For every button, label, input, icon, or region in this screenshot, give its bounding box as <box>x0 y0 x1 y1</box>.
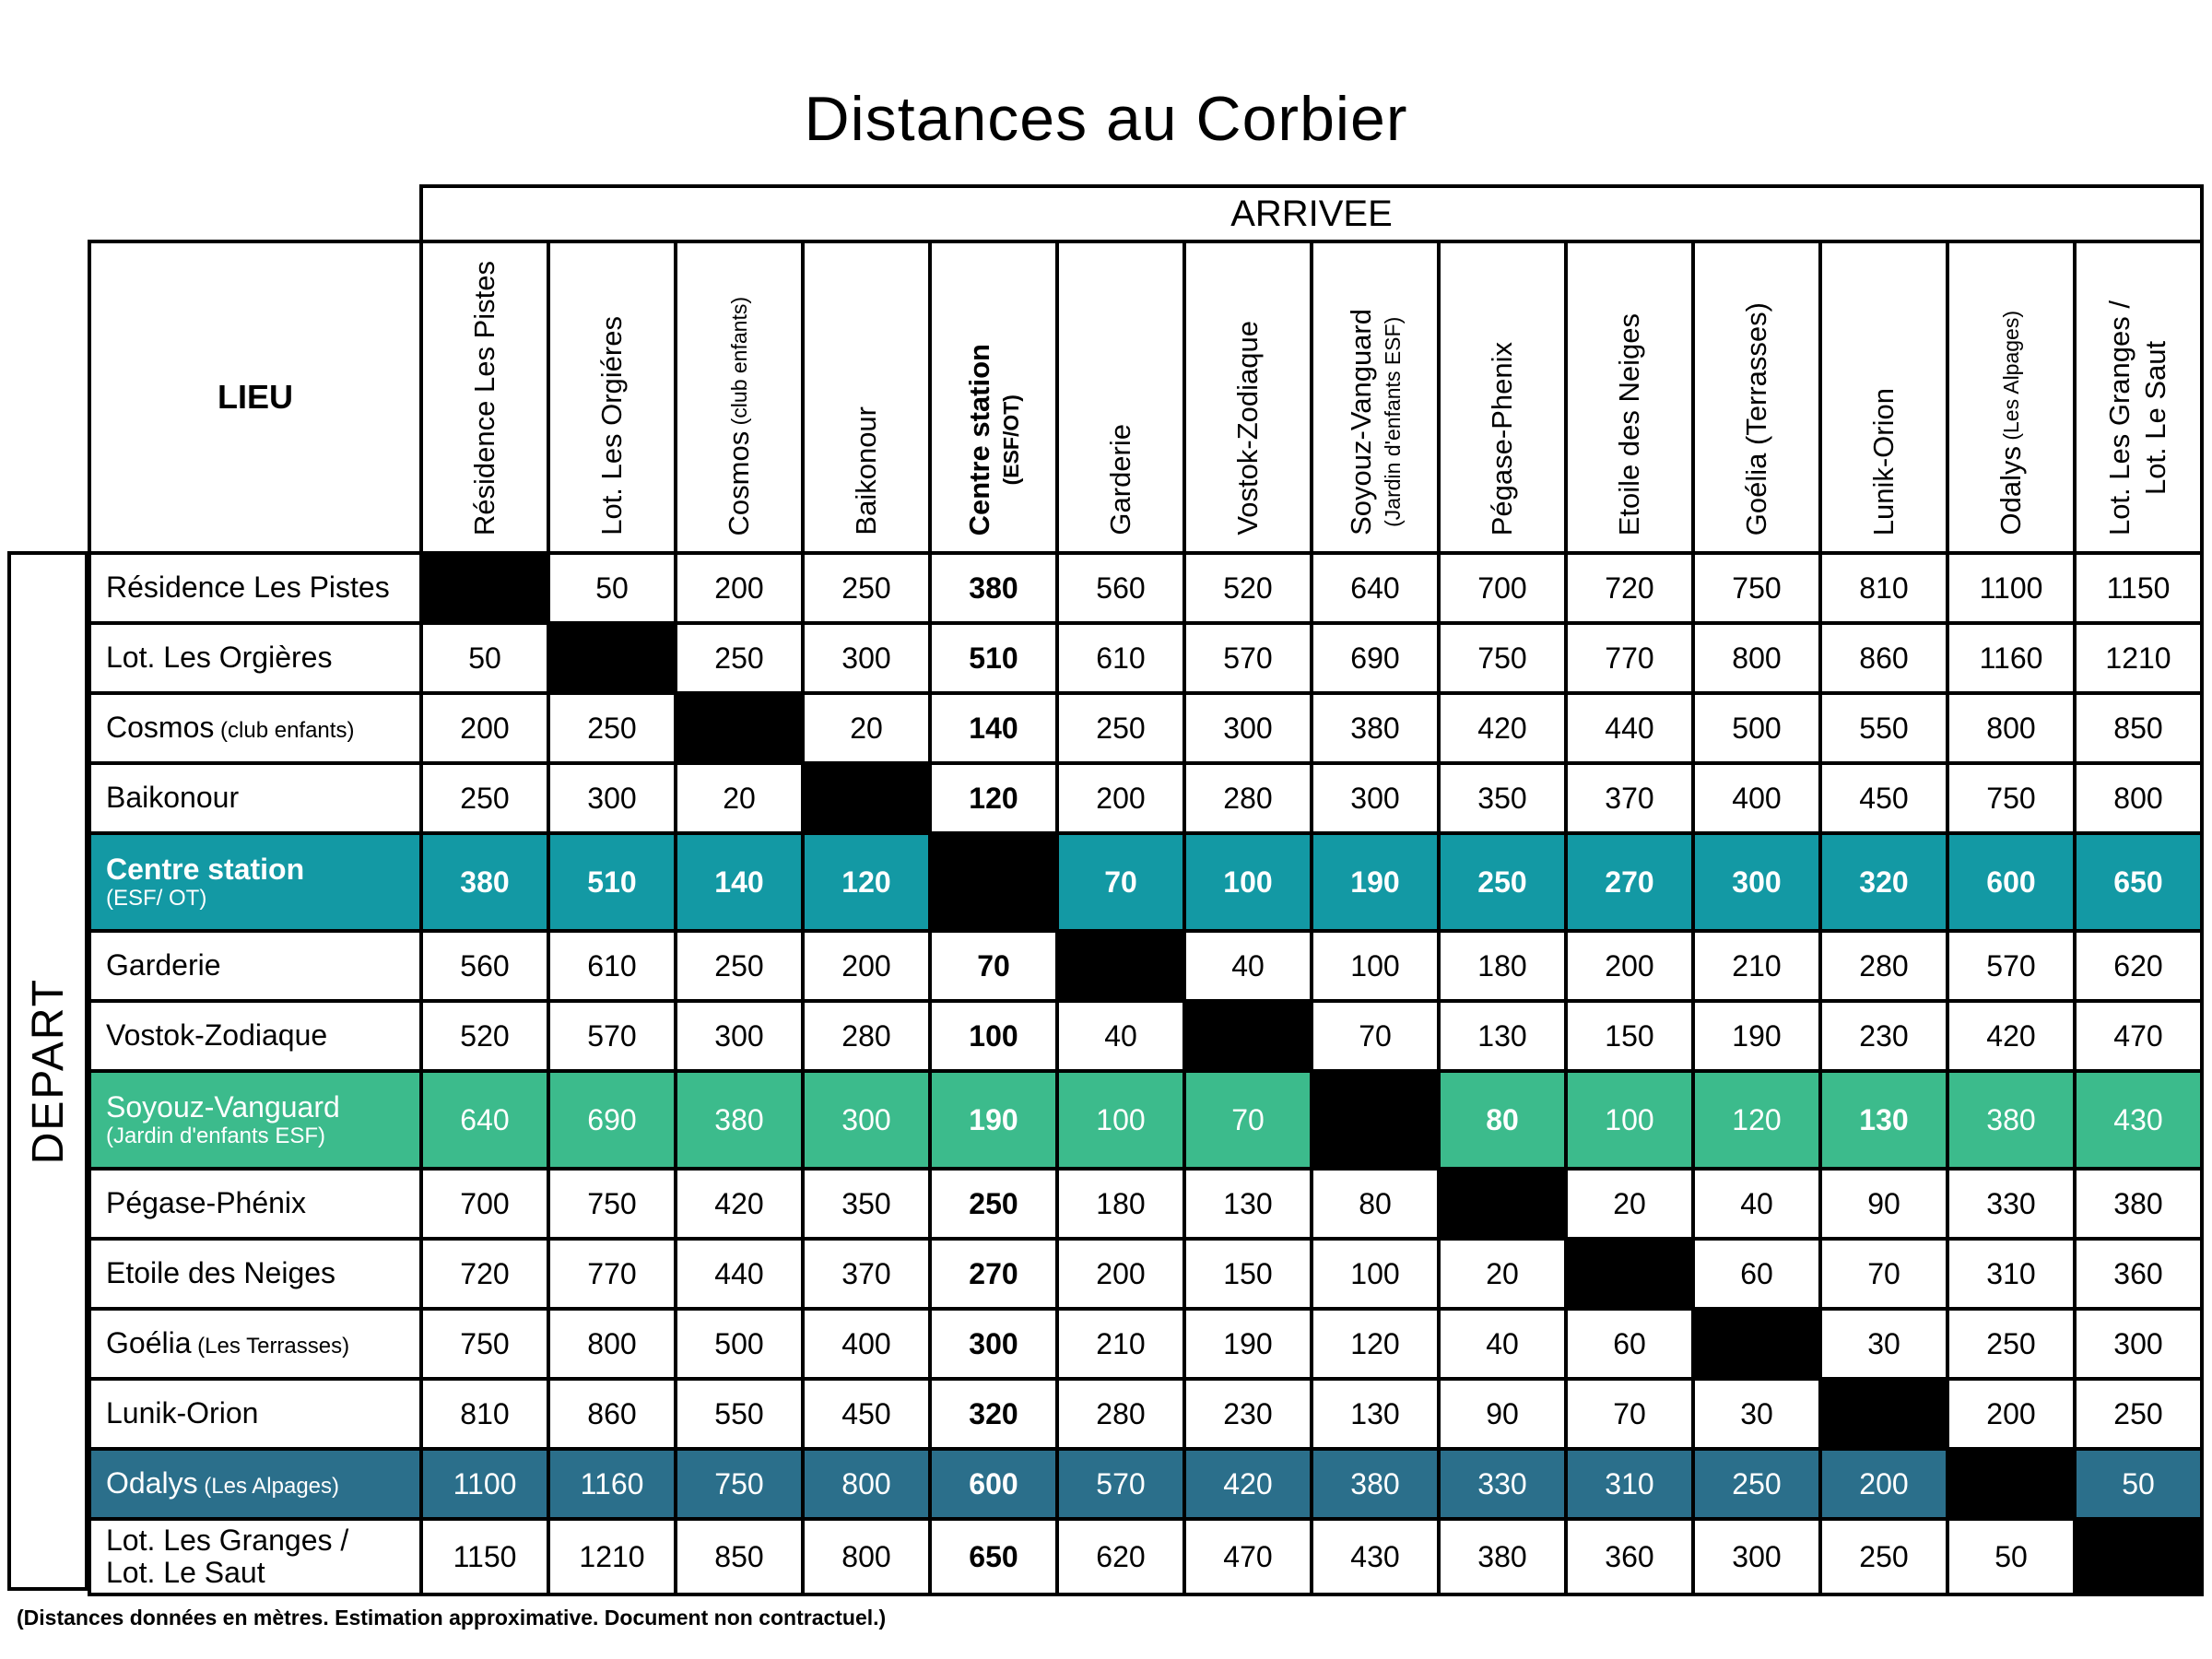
footer-note: (Distances données en mètres. Estimation approximative. Document non contractuel.) <box>17 1606 887 1630</box>
distance-cell: 450 <box>803 1379 930 1449</box>
distance-cell: 200 <box>676 553 803 623</box>
distance-cell: 1100 <box>1947 553 2075 623</box>
distance-cell: 70 <box>1820 1239 1947 1309</box>
row-header: Lunik-Orion <box>89 1379 421 1449</box>
distance-cell: 750 <box>548 1169 676 1239</box>
distance-cell: 380 <box>676 1071 803 1169</box>
distance-cell: 800 <box>1947 693 2075 763</box>
col-header: Résidence Les Pistes <box>421 241 548 553</box>
distance-cell: 800 <box>2075 763 2202 833</box>
distance-cell: 330 <box>1439 1449 1566 1519</box>
distance-cell: 250 <box>421 763 548 833</box>
distance-cell: 200 <box>1566 931 1693 1001</box>
distance-cell: 650 <box>930 1519 1057 1594</box>
distance-cell: 420 <box>1439 693 1566 763</box>
corner-spacer <box>89 186 421 241</box>
distance-cell: 70 <box>1057 833 1184 931</box>
distance-cell: 600 <box>1947 833 2075 931</box>
table-row <box>89 693 2202 763</box>
distance-cell: 250 <box>1057 693 1184 763</box>
distance-cell: 280 <box>1184 763 1312 833</box>
distance-cell: 100 <box>1184 833 1312 931</box>
distance-cell: 280 <box>1820 931 1947 1001</box>
col-header: Pégase-Phenix <box>1439 241 1566 553</box>
distance-cell: 1210 <box>548 1519 676 1594</box>
row-header: Résidence Les Pistes <box>89 553 421 623</box>
distance-cell: 230 <box>1820 1001 1947 1071</box>
distance-cell: 120 <box>1693 1071 1820 1169</box>
distance-cell: 380 <box>421 833 548 931</box>
distance-cell: 360 <box>2075 1239 2202 1309</box>
col-header: Vostok-Zodiaque <box>1184 241 1312 553</box>
distance-cell: 470 <box>2075 1001 2202 1071</box>
distance-cell: 180 <box>1057 1169 1184 1239</box>
row-header: Soyouz-Vanguard (Jardin d'enfants ESF) <box>89 1071 421 1169</box>
distance-cell: 130 <box>1184 1169 1312 1239</box>
row-header: Lot. Les Orgières <box>89 623 421 693</box>
distance-cell: 100 <box>1312 1239 1439 1309</box>
distance-cell: 850 <box>2075 693 2202 763</box>
distance-cell: 750 <box>421 1309 548 1379</box>
distance-cell: 850 <box>676 1519 803 1594</box>
distance-cell: 250 <box>676 931 803 1001</box>
distance-cell: 420 <box>676 1169 803 1239</box>
distance-cell: 190 <box>1184 1309 1312 1379</box>
col-header: Lunik-Orion <box>1820 241 1947 553</box>
diagonal-cell <box>1184 1001 1312 1071</box>
distance-cell: 130 <box>1820 1071 1947 1169</box>
distance-cell: 230 <box>1184 1379 1312 1449</box>
distance-cell: 420 <box>1184 1449 1312 1519</box>
diagonal-cell <box>548 623 676 693</box>
distance-cell: 250 <box>1947 1309 2075 1379</box>
distance-cell: 750 <box>676 1449 803 1519</box>
distance-cell: 1100 <box>421 1449 548 1519</box>
distance-cell: 720 <box>1566 553 1693 623</box>
distance-cell: 510 <box>548 833 676 931</box>
distance-cell: 20 <box>1439 1239 1566 1309</box>
table-row <box>89 1519 2202 1594</box>
distance-cell: 40 <box>1057 1001 1184 1071</box>
table-row <box>89 763 2202 833</box>
distance-cell: 620 <box>2075 931 2202 1001</box>
table-row <box>89 553 2202 623</box>
distance-cell: 300 <box>1693 833 1820 931</box>
distance-cell: 70 <box>1184 1071 1312 1169</box>
table-row <box>89 1071 2202 1169</box>
distance-cell: 200 <box>803 931 930 1001</box>
distance-cell: 120 <box>803 833 930 931</box>
distance-cell: 650 <box>2075 833 2202 931</box>
distance-cell: 450 <box>1820 763 1947 833</box>
distance-cell: 380 <box>1439 1519 1566 1594</box>
distance-cell: 200 <box>421 693 548 763</box>
distance-cell: 20 <box>1566 1169 1693 1239</box>
distance-cell: 200 <box>1820 1449 1947 1519</box>
distance-cell: 470 <box>1184 1519 1312 1594</box>
distance-cell: 640 <box>421 1071 548 1169</box>
distance-cell: 440 <box>1566 693 1693 763</box>
distance-cell: 570 <box>1947 931 2075 1001</box>
distance-cell: 600 <box>930 1449 1057 1519</box>
distance-cell: 270 <box>930 1239 1057 1309</box>
distance-cell: 860 <box>1820 623 1947 693</box>
table-row <box>89 1379 2202 1449</box>
col-header: Centre station (ESF/OT) <box>930 241 1057 553</box>
distance-cell: 520 <box>421 1001 548 1071</box>
distance-cell: 300 <box>930 1309 1057 1379</box>
distance-cell: 610 <box>548 931 676 1001</box>
distance-cell: 1210 <box>2075 623 2202 693</box>
distance-cell: 70 <box>1312 1001 1439 1071</box>
distance-cell: 690 <box>1312 623 1439 693</box>
distance-cell: 40 <box>1693 1169 1820 1239</box>
col-header: Odalys (Les Alpages) <box>1947 241 2075 553</box>
distance-cell: 560 <box>1057 553 1184 623</box>
distance-cell: 360 <box>1566 1519 1693 1594</box>
col-header: Goélia (Terrasses) <box>1693 241 1820 553</box>
distance-cell: 420 <box>1947 1001 2075 1071</box>
diagonal-cell <box>1439 1169 1566 1239</box>
distance-cell: 20 <box>803 693 930 763</box>
distance-cell: 250 <box>930 1169 1057 1239</box>
diagonal-cell <box>930 833 1057 931</box>
distance-cell: 20 <box>676 763 803 833</box>
distance-cell: 130 <box>1312 1379 1439 1449</box>
distance-cell: 300 <box>676 1001 803 1071</box>
distance-cell: 30 <box>1820 1309 1947 1379</box>
col-header: Etoile des Neiges <box>1566 241 1693 553</box>
distance-cell: 200 <box>1057 763 1184 833</box>
distance-cell: 610 <box>1057 623 1184 693</box>
diagonal-cell <box>1057 931 1184 1001</box>
col-header: Garderie <box>1057 241 1184 553</box>
distance-cell: 810 <box>1820 553 1947 623</box>
distance-cell: 1150 <box>2075 553 2202 623</box>
distance-cell: 570 <box>548 1001 676 1071</box>
distance-cell: 770 <box>1566 623 1693 693</box>
table-row <box>89 833 2202 931</box>
row-header: Odalys (Les Alpages) <box>89 1449 421 1519</box>
distance-cell: 100 <box>1057 1071 1184 1169</box>
distance-cell: 210 <box>1693 931 1820 1001</box>
distance-cell: 700 <box>1439 553 1566 623</box>
distance-cell: 520 <box>1184 553 1312 623</box>
distance-cell: 140 <box>676 833 803 931</box>
distance-cell: 80 <box>1439 1071 1566 1169</box>
distance-cell: 300 <box>548 763 676 833</box>
distance-cell: 250 <box>1820 1519 1947 1594</box>
distance-cell: 210 <box>1057 1309 1184 1379</box>
distance-cell: 380 <box>1312 1449 1439 1519</box>
distance-cell: 280 <box>1057 1379 1184 1449</box>
distance-cell: 370 <box>1566 763 1693 833</box>
distance-cell: 300 <box>803 1071 930 1169</box>
table-row <box>89 1001 2202 1071</box>
distance-cell: 40 <box>1439 1309 1566 1379</box>
distance-cell: 150 <box>1184 1239 1312 1309</box>
table-row <box>89 623 2202 693</box>
diagonal-cell <box>1947 1449 2075 1519</box>
row-header: Lot. Les Granges / Lot. Le Saut <box>89 1519 421 1594</box>
distance-cell: 800 <box>1693 623 1820 693</box>
distance-cell: 620 <box>1057 1519 1184 1594</box>
distance-cell: 350 <box>1439 763 1566 833</box>
distance-cell: 770 <box>548 1239 676 1309</box>
distance-cell: 40 <box>1184 931 1312 1001</box>
distance-cell: 100 <box>1312 931 1439 1001</box>
distance-cell: 1160 <box>1947 623 2075 693</box>
distance-cell: 30 <box>1693 1379 1820 1449</box>
row-header: Garderie <box>89 931 421 1001</box>
distance-cell: 1160 <box>548 1449 676 1519</box>
distance-cell: 250 <box>1693 1449 1820 1519</box>
table-row <box>89 1239 2202 1309</box>
distance-cell: 250 <box>676 623 803 693</box>
distance-cell: 510 <box>930 623 1057 693</box>
table-row <box>89 931 2202 1001</box>
distance-cell: 60 <box>1566 1309 1693 1379</box>
col-header: Baikonour <box>803 241 930 553</box>
diagonal-cell <box>2075 1519 2202 1594</box>
distance-cell: 430 <box>2075 1071 2202 1169</box>
distance-cell: 250 <box>803 553 930 623</box>
row-header: Etoile des Neiges <box>89 1239 421 1309</box>
distance-cell: 120 <box>930 763 1057 833</box>
distance-cell: 300 <box>2075 1309 2202 1379</box>
distance-cell: 200 <box>1947 1379 2075 1449</box>
distance-cell: 310 <box>1947 1239 2075 1309</box>
distance-cell: 300 <box>1693 1519 1820 1594</box>
distance-cell: 200 <box>1057 1239 1184 1309</box>
table-row <box>89 1309 2202 1379</box>
distance-cell: 120 <box>1312 1309 1439 1379</box>
distance-cell: 100 <box>1566 1071 1693 1169</box>
distance-cell: 380 <box>1312 693 1439 763</box>
diagonal-cell <box>1312 1071 1439 1169</box>
distance-cell: 130 <box>1439 1001 1566 1071</box>
distance-cell: 800 <box>803 1449 930 1519</box>
diagonal-cell <box>1820 1379 1947 1449</box>
distance-cell: 550 <box>1820 693 1947 763</box>
distance-table <box>88 184 2204 1596</box>
diagonal-cell <box>676 693 803 763</box>
col-header: Lot. Les Granges / Lot. Le Saut <box>2075 241 2202 553</box>
distance-cell: 70 <box>930 931 1057 1001</box>
distance-cell: 430 <box>1312 1519 1439 1594</box>
distance-cell: 300 <box>803 623 930 693</box>
row-header: Vostok-Zodiaque <box>89 1001 421 1071</box>
distance-cell: 50 <box>1947 1519 2075 1594</box>
distance-cell: 250 <box>548 693 676 763</box>
col-header: Soyouz-Vanguard (Jardin d'enfants ESF) <box>1312 241 1439 553</box>
col-header: Lot. Les Orgiéres <box>548 241 676 553</box>
distance-cell: 60 <box>1693 1239 1820 1309</box>
distance-cell: 800 <box>803 1519 930 1594</box>
page-title: Distances au Corbier <box>804 84 1408 154</box>
distance-cell: 300 <box>1184 693 1312 763</box>
distance-cell: 690 <box>548 1071 676 1169</box>
diagonal-cell <box>421 553 548 623</box>
distance-cell: 70 <box>1566 1379 1693 1449</box>
distance-cell: 380 <box>1947 1071 2075 1169</box>
distance-cell: 250 <box>2075 1379 2202 1449</box>
distance-cell: 370 <box>803 1239 930 1309</box>
diagonal-cell <box>1566 1239 1693 1309</box>
distance-cell: 180 <box>1439 931 1566 1001</box>
distance-cell: 380 <box>930 553 1057 623</box>
distance-cell: 100 <box>930 1001 1057 1071</box>
distance-cell: 570 <box>1057 1449 1184 1519</box>
distance-cell: 50 <box>2075 1449 2202 1519</box>
depart-header <box>7 551 88 1591</box>
distance-cell: 190 <box>930 1071 1057 1169</box>
distance-cell: 380 <box>2075 1169 2202 1239</box>
distance-cell: 330 <box>1947 1169 2075 1239</box>
distance-cell: 800 <box>548 1309 676 1379</box>
distance-cell: 280 <box>803 1001 930 1071</box>
row-header: Goélia (Les Terrasses) <box>89 1309 421 1379</box>
distance-cell: 190 <box>1312 833 1439 931</box>
distance-cell: 50 <box>421 623 548 693</box>
distance-cell: 270 <box>1566 833 1693 931</box>
distance-cell: 350 <box>803 1169 930 1239</box>
distance-cell: 640 <box>1312 553 1439 623</box>
distance-cell: 320 <box>930 1379 1057 1449</box>
distance-cell: 810 <box>421 1379 548 1449</box>
distance-cell: 150 <box>1566 1001 1693 1071</box>
distance-cell: 500 <box>1693 693 1820 763</box>
distance-cell: 750 <box>1439 623 1566 693</box>
distance-cell: 90 <box>1439 1379 1566 1449</box>
depart-label: DEPART <box>23 977 73 1165</box>
row-header: Centre station (ESF/ OT) <box>89 833 421 931</box>
row-header: Pégase-Phénix <box>89 1169 421 1239</box>
distance-cell: 400 <box>1693 763 1820 833</box>
table-row <box>89 1169 2202 1239</box>
diagonal-cell <box>1693 1309 1820 1379</box>
diagonal-cell <box>803 763 930 833</box>
distance-cell: 320 <box>1820 833 1947 931</box>
arrivee-header: ARRIVEE <box>421 186 2202 241</box>
distance-cell: 90 <box>1820 1169 1947 1239</box>
table-row <box>89 1449 2202 1519</box>
distance-cell: 700 <box>421 1169 548 1239</box>
distance-cell: 50 <box>548 553 676 623</box>
distance-cell: 80 <box>1312 1169 1439 1239</box>
distance-cell: 1150 <box>421 1519 548 1594</box>
distance-cell: 500 <box>676 1309 803 1379</box>
distance-cell: 250 <box>1439 833 1566 931</box>
row-header: Cosmos (club enfants) <box>89 693 421 763</box>
distance-cell: 750 <box>1947 763 2075 833</box>
distance-cell: 140 <box>930 693 1057 763</box>
distance-cell: 440 <box>676 1239 803 1309</box>
distance-cell: 300 <box>1312 763 1439 833</box>
distance-cell: 310 <box>1566 1449 1693 1519</box>
row-header: Baikonour <box>89 763 421 833</box>
distance-cell: 750 <box>1693 553 1820 623</box>
distance-cell: 190 <box>1693 1001 1820 1071</box>
col-header: Cosmos (club enfants) <box>676 241 803 553</box>
distance-cell: 570 <box>1184 623 1312 693</box>
distance-cell: 720 <box>421 1239 548 1309</box>
distance-cell: 560 <box>421 931 548 1001</box>
distance-cell: 860 <box>548 1379 676 1449</box>
distance-cell: 400 <box>803 1309 930 1379</box>
distance-cell: 550 <box>676 1379 803 1449</box>
lieu-header: LIEU <box>89 241 421 553</box>
